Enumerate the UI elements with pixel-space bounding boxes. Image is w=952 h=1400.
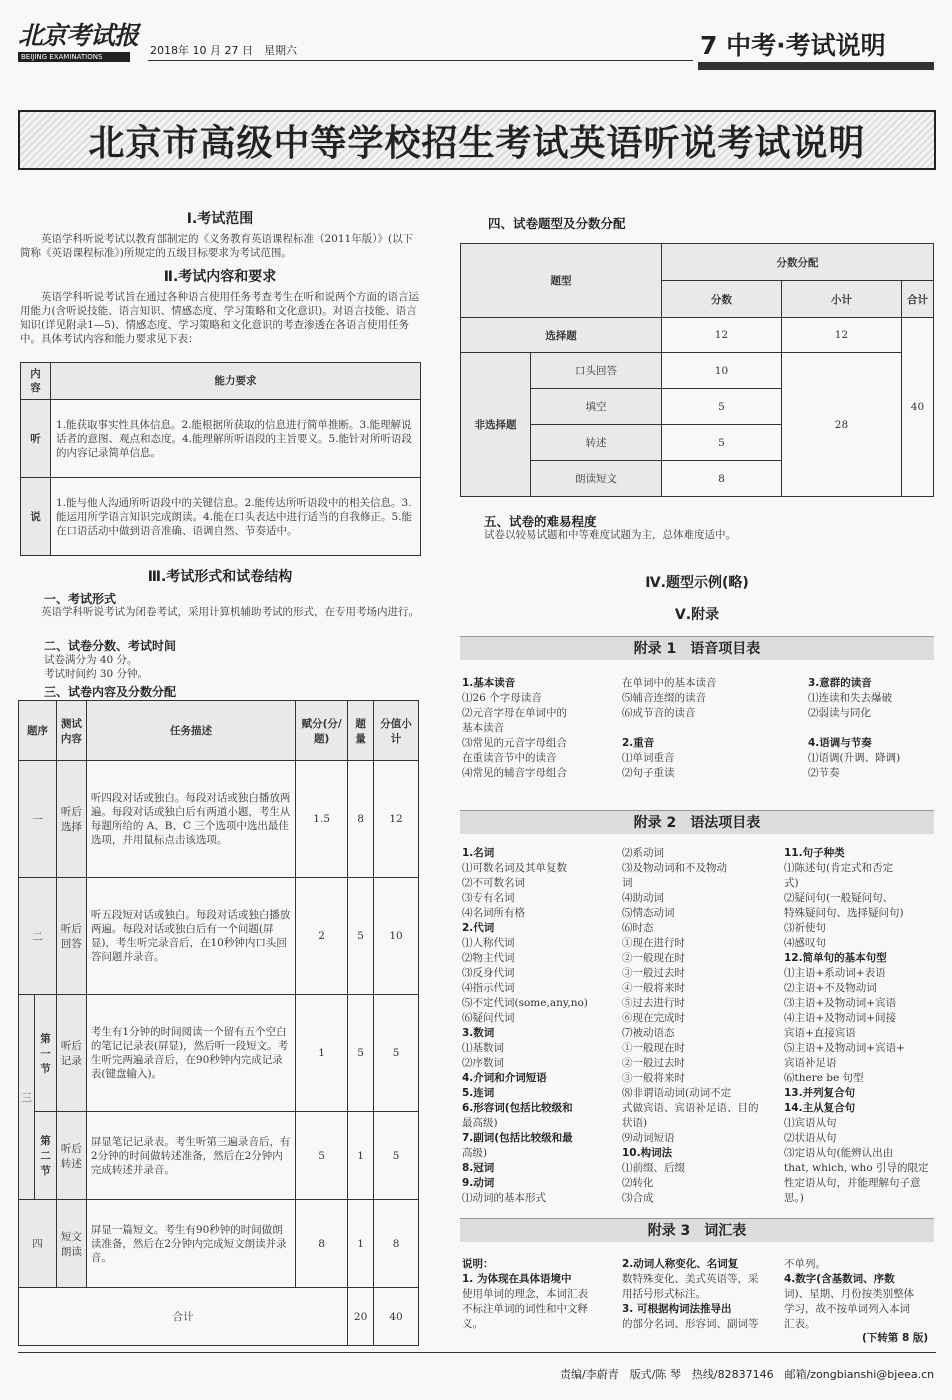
ability-val-speak: 1.能与他人沟通所听语段中的关键信息。2.能传达所听语段中的相关信息。3.能运用所学语言知识完成朗读。4.能在口头表达中进行适当的自我修正。5.能在口语活动中做到语音准确、语调自然、节奏适中。 [51, 478, 421, 556]
col-sub: 小计 [781, 281, 901, 318]
list-item: ⑴连读和失去爆破 [808, 692, 892, 704]
col-seq: 题序 [19, 701, 57, 761]
sec5-text: 试卷以较易试题和中等难度试题为主，总体难度适中。 [484, 529, 736, 541]
list-item: 宾语补足语 [784, 1057, 837, 1069]
row-score: 12 [661, 318, 781, 353]
list-item: ⑶专有名词 [462, 892, 515, 904]
structure-table [18, 700, 419, 1346]
app1-col3 [808, 676, 936, 781]
total-label: 合计 [19, 1288, 348, 1346]
ability-col-content: 内容 [21, 363, 51, 400]
item-label: 口头回答 [531, 353, 662, 389]
sec3-s2-l2: 考试时间约 30 分钟。 [44, 668, 149, 680]
list-item: 4.介词和介词短语 [462, 1072, 547, 1084]
row-score: 2 [296, 878, 348, 995]
list-item: ⑵转化 [622, 1177, 654, 1189]
row-subtotal: 5 [374, 995, 419, 1112]
list-item: 1.基本读音 [462, 677, 516, 689]
sec-iv-heading: Ⅳ.题型示例(略) [645, 575, 749, 591]
list-item: 基本读音 [462, 722, 504, 734]
list-item: 特殊疑问句、选择疑问句) [784, 907, 904, 919]
col-type: 题型 [461, 244, 662, 318]
list-item: 状语) [622, 1117, 648, 1129]
row-count: 5 [348, 878, 374, 995]
sec2-heading: Ⅱ.考试内容和要求 [163, 269, 277, 285]
col-content: 测试内容 [56, 701, 86, 761]
item-label: 朗读短文 [531, 461, 662, 497]
list-item: 5.连词 [462, 1087, 495, 1099]
list-item: ②一般过去时 [622, 1057, 685, 1069]
app2-col3 [784, 846, 936, 1206]
item-score: 8 [661, 461, 781, 497]
list-item: ②一般现在时 [622, 952, 685, 964]
page-label: 7 中考·考试说明 [700, 31, 886, 60]
table-row [19, 1200, 419, 1288]
nonsel-sub: 28 [781, 353, 901, 497]
ability-table [20, 362, 421, 556]
list-item: ⑷指示代词 [462, 982, 515, 994]
list-item: ⑴宾语从句 [784, 1117, 837, 1129]
col-score: 分数 [661, 281, 781, 318]
newspaper-logo [18, 22, 138, 66]
list-item: ⑸情态动词 [622, 907, 675, 919]
list-item: 2.重音 [622, 737, 655, 749]
list-item: ⑹疑问代词 [462, 1012, 515, 1024]
ability-val-listen: 1.能获取事实性具体信息。2.能根据所获取的信息进行简单推断。3.能理解说话者的意图、观点和态度。4.能理解所听语段的主旨要义。5.能针对所听语段的内容记录简单信息。 [51, 400, 421, 478]
list-item: 词)、星期、月份按类别整体 [784, 1288, 915, 1300]
app3-col1 [462, 1257, 618, 1332]
list-item: 不标注单词的词性和中文释 [462, 1303, 588, 1315]
row-subtotal: 8 [374, 1200, 419, 1288]
item-score: 5 [661, 389, 781, 425]
appendix3-title: 附录 3 词汇表 [460, 1218, 934, 1242]
table-row [19, 995, 419, 1112]
list-item: ⑵序数词 [462, 1057, 504, 1069]
table-row [19, 1112, 419, 1200]
list-item: ⑹there be 句型 [784, 1072, 864, 1084]
list-item: 高级) [462, 1147, 488, 1159]
col-subtotal: 分值小计 [374, 701, 419, 761]
table-row [19, 761, 419, 878]
list-item: ⑴前缀、后缀 [622, 1162, 685, 1174]
list-item: ⑷感叹句 [784, 937, 826, 949]
row-desc: 考生有1分钟的时间阅读一个留有五个空白的笔记记录表(屏显)，然后听一段短文。考生听完两遍录音后，在90秒钟内完成记录表(键盘输入)。 [86, 995, 295, 1112]
row-subtotal: 10 [374, 878, 419, 995]
list-item: ④一般将来时 [622, 982, 685, 994]
list-item: 义。 [462, 1318, 483, 1330]
row-subsection: 第二节 [34, 1112, 56, 1200]
list-item: 词 [622, 877, 633, 889]
list-item: ⑵疑问句(一般疑问句、 [784, 892, 894, 904]
list-item: ⑴语调(升调、降调) [808, 752, 901, 764]
logo-text: 北京考试报 [18, 21, 139, 50]
row-subtotal: 12 [374, 761, 419, 878]
row-label: 选择题 [461, 318, 662, 353]
list-item: ⑵句子重读 [622, 767, 675, 779]
list-item: 思。) [784, 1192, 804, 1204]
ability-key-listen: 听 [21, 400, 51, 478]
header-bar [698, 62, 934, 70]
row-content: 听后选择 [56, 761, 86, 878]
list-item: ⑹时态 [622, 922, 654, 934]
list-item: ⑷助动词 [622, 892, 664, 904]
list-item: 学习，故不按单词列入本词 [784, 1303, 910, 1315]
sec3-heading: Ⅲ.考试形式和试卷结构 [147, 569, 293, 585]
list-item: ⑹成节音的读音 [622, 707, 696, 719]
list-item: 4.数字(含基数词、序数 [784, 1273, 895, 1285]
sec3-s1-text: 英语学科听说考试为闭卷考试，采用计算机辅助考试的形式，在专用考场内进行。 [41, 606, 419, 618]
list-item: ⑤过去进行时 [622, 997, 685, 1009]
list-item [622, 721, 782, 736]
list-item: ⑴可数名词及其单复数 [462, 862, 567, 874]
list-item: 汇表。 [784, 1318, 816, 1330]
row-count: 5 [348, 995, 374, 1112]
total-count: 20 [348, 1288, 374, 1346]
list-item: 使用单词的理念，本词汇表 [462, 1288, 588, 1300]
list-item: ⑶主语+及物动词+宾语 [784, 997, 897, 1009]
item-label: 填空 [531, 389, 662, 425]
list-item: ①一般现在时 [622, 1042, 685, 1054]
table-row [21, 400, 421, 478]
list-item: 最高级) [462, 1117, 498, 1129]
col-desc: 任务描述 [86, 701, 295, 761]
list-item: ⑶反身代词 [462, 967, 515, 979]
list-item: 数特殊变化、美式英语等，采 [622, 1273, 759, 1285]
row-score: 8 [296, 1200, 348, 1288]
list-item: 不单列。 [784, 1258, 826, 1270]
col-count: 题量 [348, 701, 374, 761]
sec5-heading: 五、试卷的难易程度 [484, 514, 597, 529]
list-item: ⑶常见的元音字母组合 [462, 737, 567, 749]
continued-note: (下转第 8 版) [862, 1332, 929, 1344]
list-item: 的部分名词、形容词、副词等 [622, 1318, 759, 1330]
table-row-total [19, 1288, 419, 1346]
col-score: 赋分(分/题) [296, 701, 348, 761]
row-score: 1 [296, 995, 348, 1112]
row-desc: 听四段对话或独白。每段对话或独白播放两遍。每段对话或独白后有两道小题，考生从每题所给的 A、B、C 三个选项中选出最佳选项，并用鼠标点击该选项。 [86, 761, 295, 878]
row-desc: 屏显一篇短文。考生有90秒钟的时间做朗读准备，然后在2分钟内完成短文朗读并录音。 [86, 1200, 295, 1288]
list-item: ⑵系动词 [622, 847, 664, 859]
ability-key-speak: 说 [21, 478, 51, 556]
row-content: 短文朗读 [56, 1200, 86, 1288]
row-score: 5 [296, 1112, 348, 1200]
list-item: 11.句子种类 [784, 847, 845, 859]
footer-credits: 责编/李蔚青 版式/陈 琴 热线/82837146 邮箱/zongbianshi@bjeea.cn [560, 1368, 935, 1381]
item-score: 10 [661, 353, 781, 389]
row-sub: 12 [781, 318, 901, 353]
row-seq: 一 [19, 761, 57, 878]
list-item: ⑴动词的基本形式 [462, 1192, 546, 1204]
app1-col1 [462, 676, 622, 781]
row-count: 8 [348, 761, 374, 878]
list-item: ⑵物主代词 [462, 952, 515, 964]
list-item: that, which, who 引导的限定 [784, 1162, 929, 1174]
list-item: ⑴单词重音 [622, 752, 675, 764]
row-content: 听后回答 [56, 878, 86, 995]
list-item: ⑴主语+系动词+表语 [784, 967, 886, 979]
sec3-s2: 二、试卷分数、考试时间 [44, 639, 177, 653]
list-item: 3. 可根据构词法推导出 [622, 1303, 732, 1315]
list-item: 在单词中的基本读音 [622, 677, 717, 689]
list-item: 说明： [462, 1258, 494, 1270]
ability-col-req: 能力要求 [51, 363, 421, 400]
row-label: 非选择题 [461, 353, 531, 497]
list-item: 1.名词 [462, 847, 495, 859]
list-item: ⑴人称代词 [462, 937, 515, 949]
item-label: 转述 [531, 425, 662, 461]
list-item: ⑶及物动词和不及物动 [622, 862, 727, 874]
list-item: ⑸主语+及物动词+宾语+ [784, 1042, 905, 1054]
list-item: 2.动词人称变化、名词复 [622, 1258, 739, 1270]
sec-v-heading: Ⅴ.附录 [674, 607, 720, 623]
list-item: 13.并列复合句 [784, 1087, 856, 1099]
list-item: ⑶祈使句 [784, 922, 826, 934]
list-item: ⑥现在完成时 [622, 1012, 685, 1024]
list-item: ⑴26 个字母读音 [462, 692, 542, 704]
list-item: ⑸不定代词(some,any,no) [462, 997, 588, 1009]
table-row [19, 878, 419, 995]
row-seq: 四 [19, 1200, 57, 1288]
list-item: ⑷主语+及物动词+间接 [784, 1012, 897, 1024]
app3-col3 [784, 1257, 936, 1332]
row-seq: 三 [19, 995, 35, 1200]
list-item: ⑵主语+不及物动词 [784, 982, 877, 994]
table-row [461, 353, 934, 389]
appendix1-title: 附录 1 语音项目表 [460, 636, 934, 660]
row-count: 1 [348, 1112, 374, 1200]
list-item: ⑴陈述句(肯定式和否定 [784, 862, 894, 874]
row-subsection: 第一节 [34, 995, 56, 1112]
list-item: ⑷名词所有格 [462, 907, 525, 919]
score-dist-table [460, 243, 934, 497]
appendix2-title: 附录 2 语法项目表 [460, 810, 934, 834]
list-item: ③一般将来时 [622, 1072, 685, 1084]
page-title: 北京市高级中等学校招生考试英语听说考试说明 [88, 121, 866, 164]
list-item: 式) [784, 877, 799, 889]
sec4-heading: 四、试卷题型及分数分配 [488, 216, 626, 231]
list-item: 式做宾语、宾语补足语、目的 [622, 1102, 759, 1114]
list-item: ⑶定语从句(能辨认出由 [784, 1147, 894, 1159]
total-subtotal: 40 [374, 1288, 419, 1346]
list-item: ⑺被动语态 [622, 1027, 675, 1039]
list-item: 12.简单句的基本句型 [784, 952, 887, 964]
list-item: ⑷常见的辅音字母组合 [462, 767, 567, 779]
col-dist: 分数分配 [661, 244, 933, 281]
list-item: 性定语从句，并能理解句子意 [784, 1177, 921, 1189]
list-item: ⑻非谓语动词(动词不定 [622, 1087, 732, 1099]
list-item: 10.构词法 [622, 1147, 673, 1159]
list-item: 宾语+直接宾语 [784, 1027, 856, 1039]
list-item: 3.意群的读音 [808, 677, 872, 689]
app2-col2 [622, 846, 782, 1206]
sec3-s3: 三、试卷内容及分数分配 [44, 685, 177, 699]
list-item: ③一般过去时 [622, 967, 685, 979]
header-divider [148, 60, 693, 61]
sec1-text: 英语学科听说考试以教育部制定的《义务教育英语课程标准（2011年版）》(以下简称《英语课程标准》)所规定的五级目标要求为考试范围。 [20, 233, 414, 259]
list-item: 2.代词 [462, 922, 495, 934]
list-item: ①现在进行时 [622, 937, 685, 949]
list-item: 3.数词 [462, 1027, 495, 1039]
list-item: 8.冠词 [462, 1162, 495, 1174]
list-item: ⑵节奏 [808, 767, 840, 779]
list-item: ⑶合成 [622, 1192, 654, 1204]
app2-col1 [462, 846, 622, 1206]
row-desc: 听五段短对话或独白。每段对话或独白播放两遍。每段对话或独白后有一个问题(屏显)，考生听完录音后，在10秒钟内口头回答问题并录音。 [86, 878, 295, 995]
sec3-s2-l1: 试卷满分为 40 分。 [44, 654, 138, 666]
list-item: 9.动词 [462, 1177, 495, 1189]
list-item: 6.形容词(包括比较级和 [462, 1102, 573, 1114]
list-item: 4.语调与节奏 [808, 737, 872, 749]
row-count: 1 [348, 1200, 374, 1288]
list-item: ⑵元音字母在单词中的 [462, 707, 567, 719]
row-subtotal: 5 [374, 1112, 419, 1200]
list-item [808, 721, 936, 736]
sec3-s1: 一、考试形式 [44, 592, 117, 606]
list-item: ⑼动词短语 [622, 1132, 675, 1144]
app1-col2 [622, 676, 782, 781]
issue-date: 2018年 10 月 27 日 星期六 [150, 44, 297, 57]
list-item: ⑵不可数名词 [462, 877, 525, 889]
table-row [461, 318, 934, 353]
list-item: 1. 为体现在具体语境中 [462, 1273, 572, 1285]
row-seq: 二 [19, 878, 57, 995]
list-item: ⑵状语从句 [784, 1132, 837, 1144]
list-item: ⑵弱读与同化 [808, 707, 871, 719]
title-banner [18, 110, 936, 170]
row-score: 1.5 [296, 761, 348, 878]
row-content: 听后记录 [56, 995, 86, 1112]
list-item: 7.副词(包括比较级和最 [462, 1132, 573, 1144]
sec2-text: 英语学科听说考试旨在通过各种语言使用任务考查考生在听和说两个方面的语言运用能力(含听说技能、语言知识、情感态度、学习策略和文化意识)。对语言技能、语言知识(详见附录1—5)、情感态度、学习策略和文化意识的考查渗透在各语言使用任务中。具体考试内容和能力要求见下表： [20, 291, 419, 345]
app3-col2 [622, 1257, 778, 1332]
row-desc: 屏显笔记记录表。考生听第三遍录音后，有2分钟的时间做转述准备，然后在2分钟内完成转述并录音。 [86, 1112, 295, 1200]
item-score: 5 [661, 425, 781, 461]
sec1-heading: Ⅰ.考试范围 [186, 211, 254, 227]
list-item: 14.主从复合句 [784, 1102, 856, 1114]
list-item: ⑸辅音连缀的读音 [622, 692, 706, 704]
grand-total: 40 [901, 318, 933, 497]
table-row [21, 478, 421, 556]
logo-subtitle: BEIJING EXAMINATIONS [18, 52, 130, 62]
row-content: 听后转述 [56, 1112, 86, 1200]
footer-divider [18, 1352, 936, 1353]
list-item: ⑴基数词 [462, 1042, 504, 1054]
col-total: 合计 [901, 281, 933, 318]
list-item: 用括号形式标注。 [622, 1288, 706, 1300]
list-item: 在重读音节中的读音 [462, 752, 557, 764]
